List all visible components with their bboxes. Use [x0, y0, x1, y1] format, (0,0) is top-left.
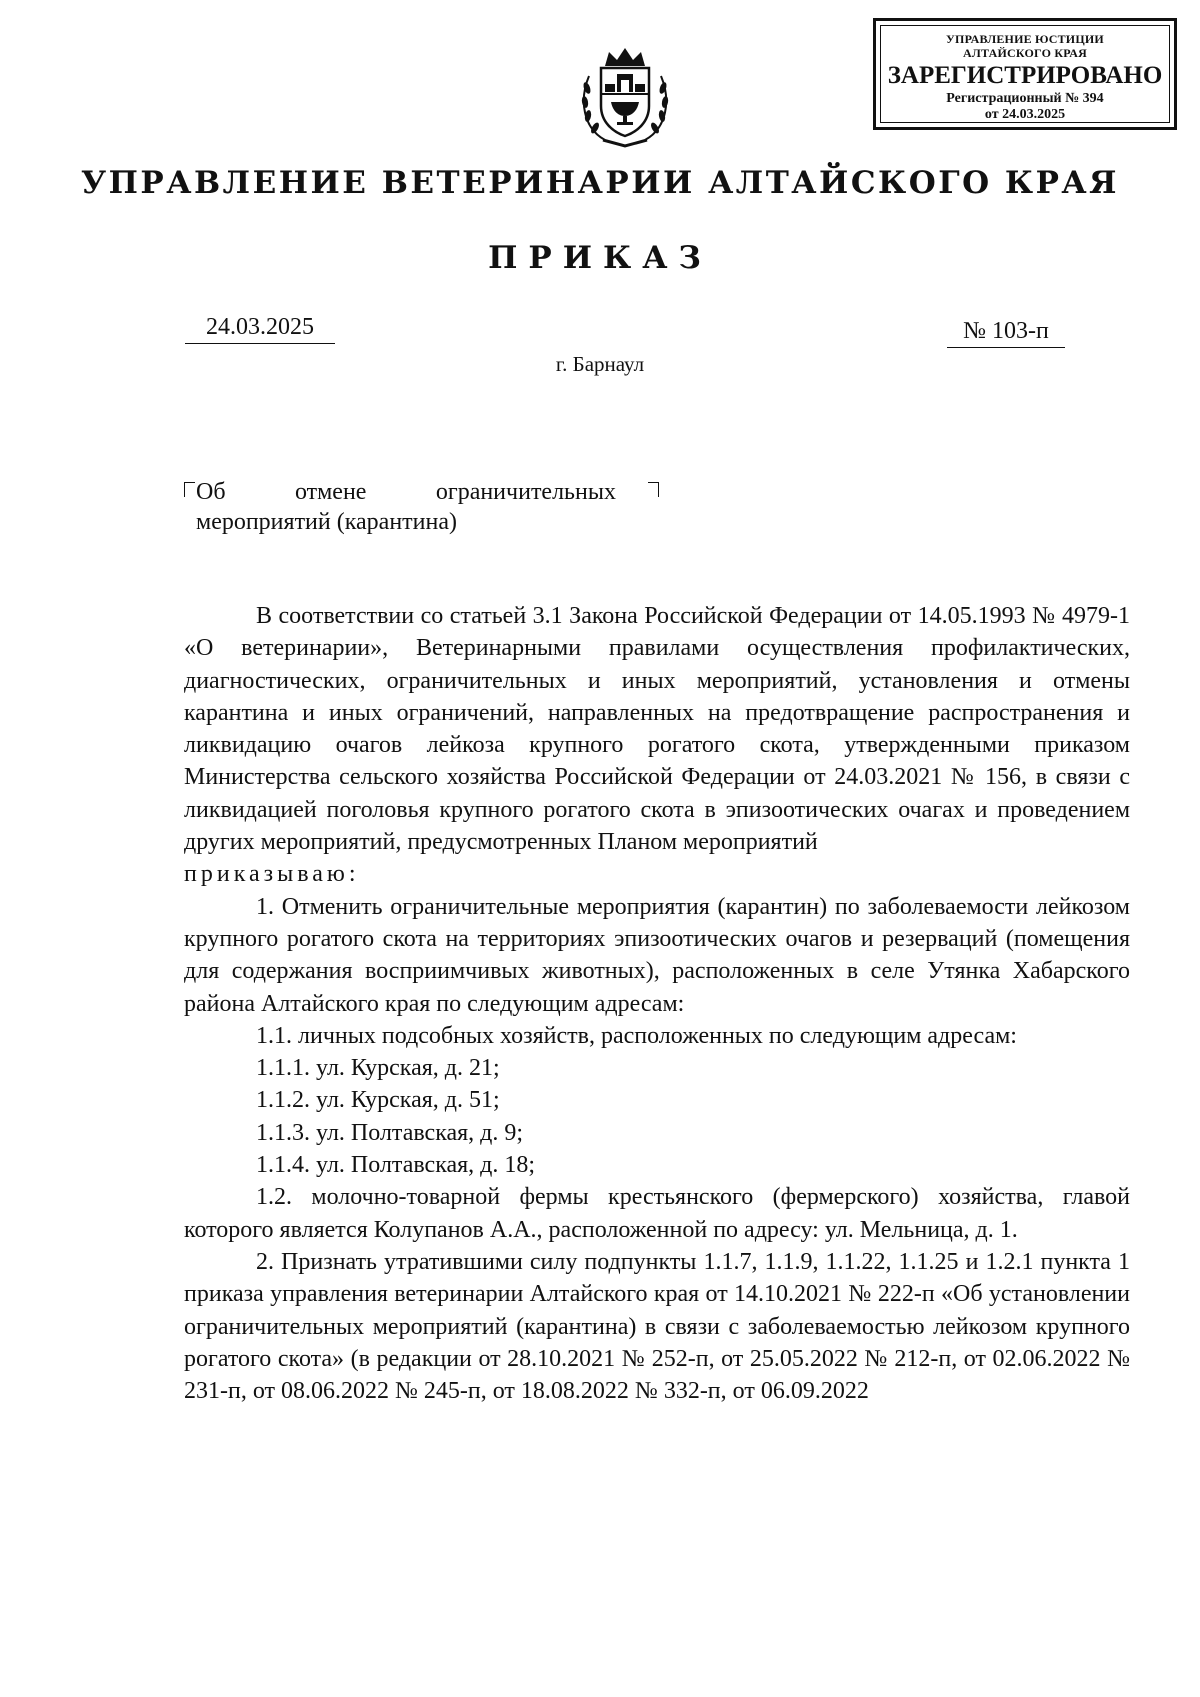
- stamp-org-line2: АЛТАЙСКОГО КРАЯ: [963, 46, 1087, 60]
- subject-word-3: ограничительных: [435, 479, 616, 505]
- subject-word-1: Об: [196, 479, 226, 505]
- item-1-1-4: 1.1.4. ул. Полтавская, д. 18;: [256, 1152, 536, 1179]
- stamp-org-line1: УПРАВЛЕНИЕ ЮСТИЦИИ: [946, 32, 1104, 46]
- item-1: 1. Отменить ограничительные мероприятия (карантин) по заболеваемости лейкозом крупного рогатого скота на территориях эпизоотических очагов и резерваций (помещения для содержания восприимчивых животных), расположенных в селе Утянка Хабарского района Алтайского края по следующим адресам:: [184, 893, 1130, 1017]
- authority-name: УПРАВЛЕНИЕ ВЕТЕРИНАРИИ АЛТАЙСКОГО КРАЯ: [80, 165, 1120, 201]
- document-type: ПРИКАЗ: [488, 240, 712, 276]
- subject-line-2: мероприятий (карантина): [196, 509, 457, 535]
- stamp-organization: [881, 32, 1169, 60]
- stamp-reg-number: Регистрационный № 394: [946, 91, 1104, 106]
- preamble-paragraph: В соответствии со статьей 3.1 Закона Российской Федерации от 14.05.1993 № 4979-1 «О ветеринарии», Ветеринарными правилами осуществления профилактических, диагностических, ограничительных и иных мероприятий, установления и отмены карантина и иных ограничений, направленных на предотвращение распространения и ликвидацию очагов лейкоза крупного рогатого скота, утвержденными приказом Министерства сельского хозяйства Российской Федерации от 24.03.2021 № 156, в связи с ликвидацией поголовья крупного рогатого скота в эпизоотических очагах и проведением других мероприятий, предусмотренных Планом мероприятий: [184, 603, 1130, 856]
- item-1-1-2: 1.1.2. ул. Курская, д. 51;: [256, 1087, 500, 1114]
- order-body: [184, 600, 1130, 1407]
- subject-line-1: [196, 477, 616, 507]
- order-date: 24.03.2025: [185, 314, 335, 344]
- stamp-reg-date: от 24.03.2025: [984, 107, 1066, 122]
- order-city: г. Барнаул: [555, 352, 645, 376]
- order-subject: [196, 477, 616, 537]
- subject-corner-left: [184, 482, 195, 497]
- order-number: № 103-п: [947, 318, 1065, 348]
- subject-corner-right: [648, 482, 659, 497]
- item-1-2: 1.2. молочно-товарной фермы крестьянского (фермерского) хозяйства, главой которого является Колупанов А.А., расположенной по адресу: ул. Мельница, д. 1.: [184, 1184, 1130, 1243]
- item-1-1-1: 1.1.1. ул. Курская, д. 21;: [256, 1055, 500, 1082]
- item-2: 2. Признать утратившими силу подпункты 1.1.7, 1.1.9, 1.1.22, 1.1.25 и 1.2.1 пункта 1 приказа управления ветеринарии Алтайского края от 14.10.2021 № 222-п «Об установлении ограничительных мероприятий (карантина) в связи с заболеваемостью лейкозом крупного рогатого скота» (в редакции от 28.10.2021 № 252-п, от 25.05.2022 № 212-п, от 02.06.2022 № 231-п, от 08.06.2022 № 245-п, от 18.08.2022 № 332-п, от 06.09.2022: [184, 1248, 1130, 1405]
- stamp-status: ЗАРЕГИСТРИРОВАНО: [887, 62, 1163, 89]
- stamp-inner-frame: [880, 25, 1170, 123]
- registration-stamp: [873, 18, 1177, 130]
- altai-krai-coat-of-arms-icon: [575, 40, 675, 150]
- order-word: приказываю:: [184, 861, 360, 888]
- item-1-1-3: 1.1.3. ул. Полтавская, д. 9;: [256, 1119, 524, 1146]
- item-1-1: 1.1. личных подсобных хозяйств, расположенных по следующим адресам:: [256, 1022, 1017, 1049]
- subject-word-2: отмене: [294, 479, 367, 505]
